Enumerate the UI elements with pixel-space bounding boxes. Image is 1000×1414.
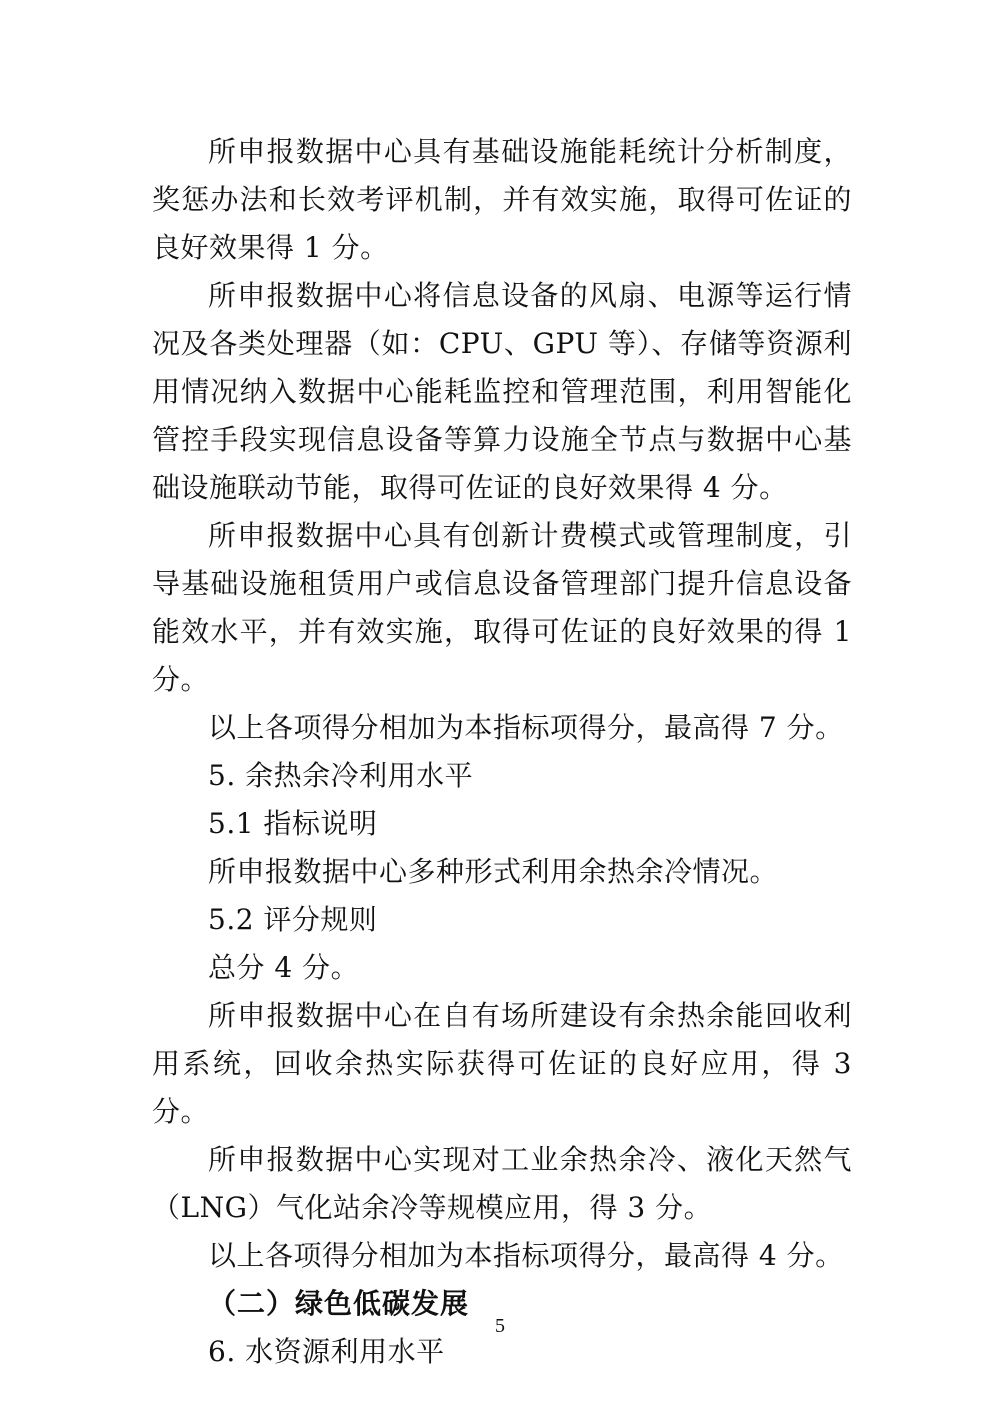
paragraph-indicator-description: 所申报数据中心多种形式利用余热余冷情况。 bbox=[208, 855, 779, 888]
paragraph-heat-recovery: 所申报数据中心在自有场所建设有余热余能回收利用系统，回收余热实际获得可佐证的良好应用，得 3 分。 bbox=[152, 999, 852, 1128]
paragraph-device-monitoring: 所申报数据中心将信息设备的风扇、电源等运行情况及各类处理器（如：CPU、GPU 等）、存储等资源利用情况纳入数据中心能耗监控和管理范围，利用智能化管控手段实现信息设备等算力设施全节点与数据中心基础设施联动节能，取得可佐证的良好效果得 4 分。 bbox=[152, 279, 852, 504]
paragraph-energy-stats-system: 所申报数据中心具有基础设施能耗统计分析制度，奖惩办法和长效考评机制，并有效实施，取得可佐证的良好效果得 1 分。 bbox=[152, 135, 852, 264]
paragraph-total-score-4: 以上各项得分相加为本指标项得分，最高得 4 分。 bbox=[208, 1239, 844, 1272]
document-body bbox=[152, 128, 852, 1376]
chapter-heading-green-low-carbon: （二）绿色低碳发展 bbox=[208, 1287, 470, 1320]
paragraph-total-score-7: 以上各项得分相加为本指标项得分，最高得 7 分。 bbox=[208, 711, 844, 744]
page-number: 5 bbox=[495, 1315, 505, 1337]
paragraph-lng-cold-utilization: 所申报数据中心实现对工业余热余冷、液化天然气（LNG）气化站余冷等规模应用，得 3 分。 bbox=[152, 1143, 852, 1224]
section-heading-5: 5. 余热余冷利用水平 bbox=[208, 759, 474, 792]
paragraph-total-points: 总分 4 分。 bbox=[208, 951, 360, 984]
subsection-heading-5-1: 5.1 指标说明 bbox=[208, 807, 378, 840]
section-heading-6: 6. 水资源利用水平 bbox=[208, 1335, 445, 1368]
paragraph-billing-model: 所申报数据中心具有创新计费模式或管理制度，引导基础设施租赁用户或信息设备管理部门提升信息设备能效水平，并有效实施，取得可佐证的良好效果的得 1 分。 bbox=[152, 519, 852, 696]
subsection-heading-5-2: 5.2 评分规则 bbox=[208, 903, 378, 936]
